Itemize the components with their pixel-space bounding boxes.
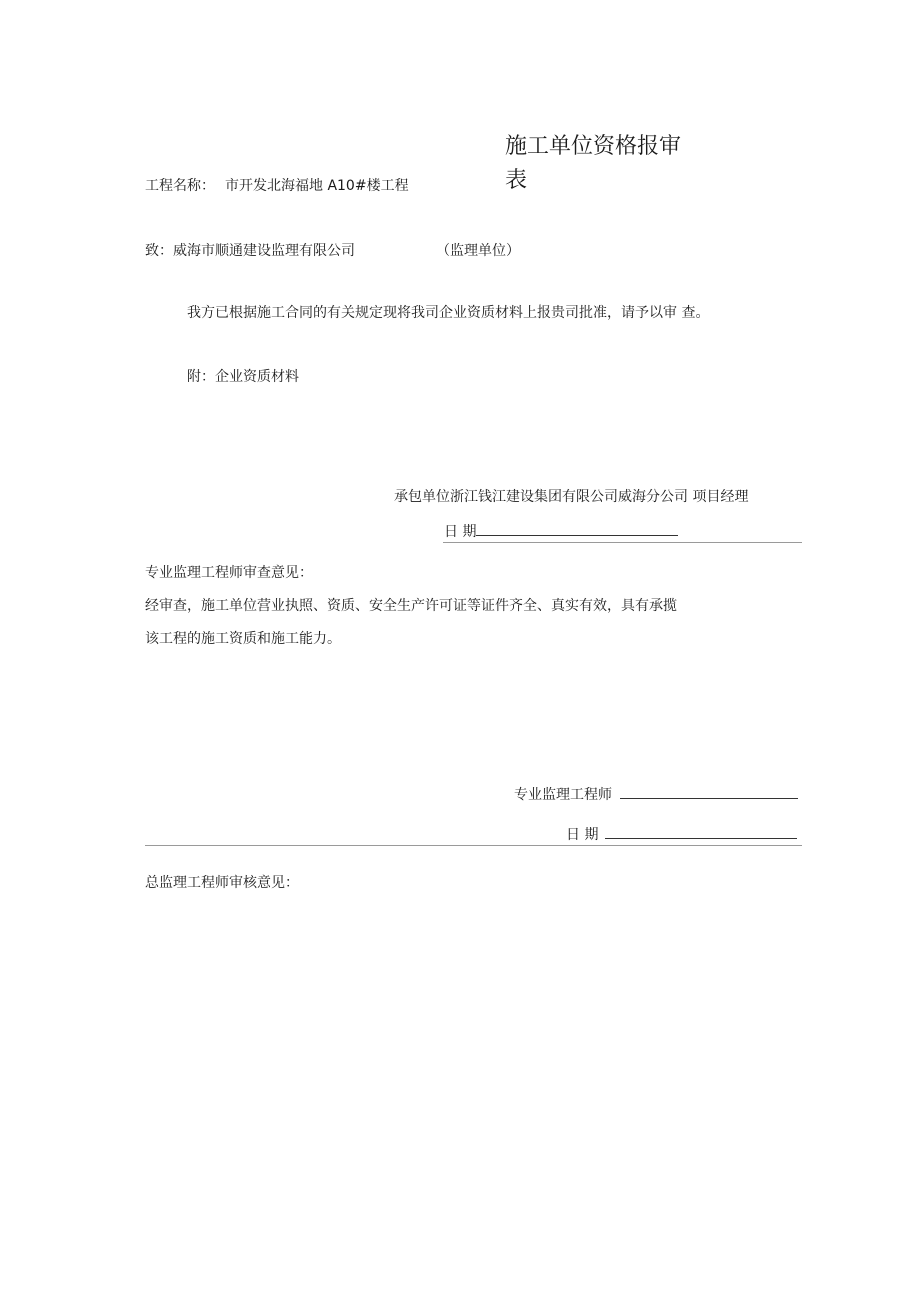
contractor-signature-line: 承包单位浙江钱江建设集团有限公司威海分公司 项目经理 <box>394 489 749 505</box>
contractor-date-blank[interactable] <box>476 523 678 536</box>
specialist-review-heading: 专业监理工程师审查意见： <box>145 565 313 581</box>
specialist-signer-label: 专业监理工程师 <box>514 787 612 803</box>
specialist-date-row <box>566 826 797 844</box>
specialist-signature-blank[interactable] <box>620 786 798 799</box>
supervisor-role-note: （监理单位） <box>436 243 520 259</box>
specialist-review-opinion-line-2: 该工程的施工资质和施工能力。 <box>145 631 341 647</box>
attachment-note: 附：企业资质材料 <box>187 369 299 385</box>
contractor-date-label: 日 期 <box>444 524 477 540</box>
specialist-review-opinion-line-1: 经审查，施工单位营业执照、资质、安全生产许可证等证件齐全、真实有效，具有承揽 <box>145 598 677 614</box>
form-title: 施工单位资格报审表 <box>505 134 682 193</box>
project-name-value: 市开发北海福地 A10#楼工程 <box>225 178 409 194</box>
addressee-line: 致：威海市顺通建设监理有限公司 <box>145 243 355 259</box>
specialist-signer-row <box>514 786 798 804</box>
section-divider <box>145 845 802 846</box>
project-name-label: 工程名称： <box>145 178 215 194</box>
chief-review-heading: 总监理工程师审核意见： <box>145 875 299 891</box>
section-divider <box>443 542 802 543</box>
contractor-date-row <box>444 523 678 541</box>
submission-statement: 我方已根据施工合同的有关规定现将我司企业资质材料上报贵司批准，请予以审 查。 <box>187 305 710 321</box>
specialist-date-blank[interactable] <box>605 826 797 839</box>
specialist-date-label: 日 期 <box>566 827 599 843</box>
